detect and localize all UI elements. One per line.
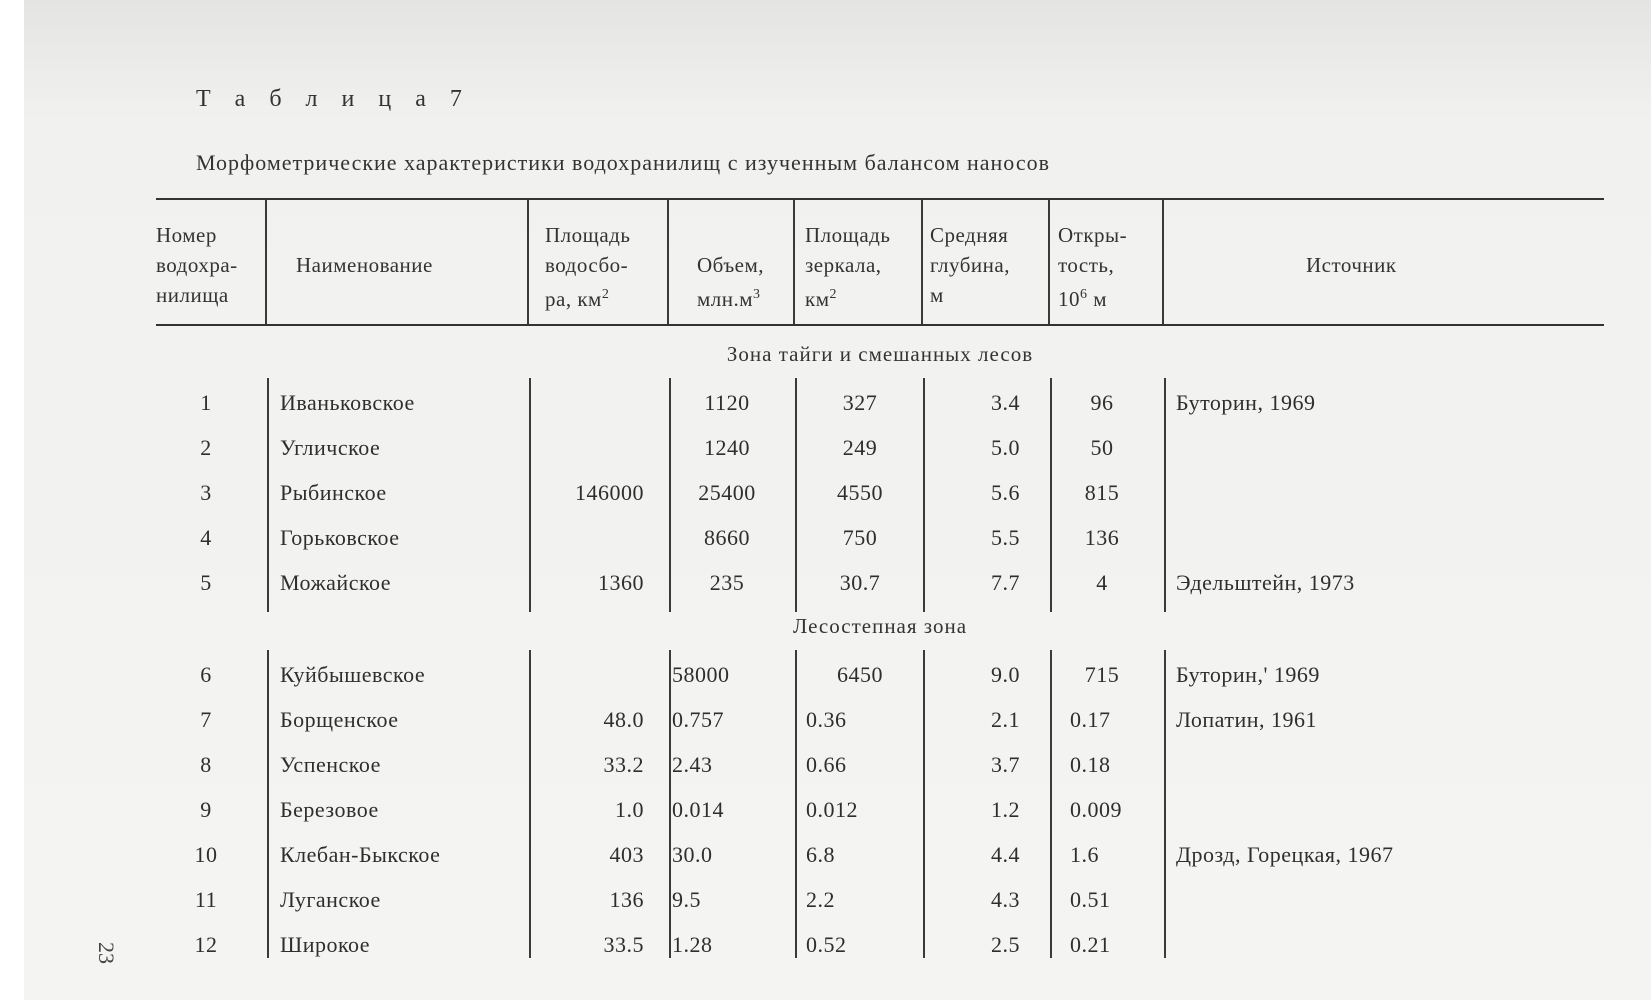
reservoir-number-cell: 6: [200, 662, 212, 687]
reservoir-volume-cell: 235: [709, 570, 745, 595]
mean-depth-cell: 5.6: [991, 480, 1020, 505]
reservoir-number-cell: 2: [200, 435, 212, 460]
openness-cell: 0.17: [1070, 707, 1111, 732]
mirror-area-cell: 249: [842, 435, 878, 460]
source-cell: Буторин, 1969: [1176, 390, 1316, 415]
reservoir-number-cell: 10: [194, 842, 218, 867]
table-row: [0, 697, 1651, 742]
header-divider: [921, 200, 923, 324]
mirror-area-cell: 2.2: [806, 887, 835, 912]
basin-area-cell: 48.0: [603, 707, 644, 732]
reservoir-name-cell: Борщенское: [280, 707, 399, 732]
page-number: 23: [94, 942, 119, 964]
basin-area-cell: 136: [609, 887, 644, 912]
table-row: [0, 380, 1651, 425]
basin-area-cell: 1360: [598, 570, 644, 595]
source-cell: Эдельштейн, 1973: [1176, 570, 1355, 595]
openness-cell: 1.6: [1070, 842, 1099, 867]
header-volume: Объем, $млн.м^3$: [697, 253, 765, 311]
basin-area-cell: 33.5: [603, 932, 644, 957]
header-openness: Откры- тость, $10^6$ м: [1058, 223, 1128, 311]
openness-cell: 815: [1084, 480, 1120, 505]
reservoir-number-cell: 12: [194, 932, 218, 957]
source-cell: [1176, 515, 1596, 560]
header-divider: [1162, 200, 1164, 324]
zone-heading: Лесостепная зона: [792, 614, 968, 638]
openness-cell: 96: [1090, 390, 1114, 415]
reservoir-volume-cell: 9.5: [672, 887, 701, 912]
reservoir-volume-cell: 8660: [704, 525, 750, 550]
mean-depth-cell: 3.7: [991, 752, 1020, 777]
source-cell: [1176, 470, 1596, 515]
source-cell: [1176, 425, 1596, 470]
mirror-area-cell: 0.36: [806, 707, 847, 732]
source-cell: Лопатин, 1961: [1176, 707, 1318, 732]
reservoir-volume-cell: 30.0: [672, 842, 713, 867]
header-divider: [793, 200, 795, 324]
reservoir-name-cell: Клебан-Быкское: [280, 842, 441, 867]
openness-cell: 50: [1090, 435, 1114, 460]
mean-depth-cell: 3.4: [991, 390, 1020, 415]
table-row: [0, 560, 1651, 605]
reservoir-name-cell: Иваньковское: [280, 390, 415, 415]
mirror-area-cell: 0.012: [806, 797, 858, 822]
reservoir-name-cell: Угличское: [280, 435, 381, 460]
reservoir-volume-cell: 1240: [704, 435, 750, 460]
reservoir-volume-cell: 0.757: [672, 707, 724, 732]
reservoir-name-cell: Березовое: [280, 797, 379, 822]
table-row: [0, 425, 1651, 470]
reservoir-volume-cell: 0.014: [672, 797, 724, 822]
reservoir-volume-cell: 1120: [704, 390, 750, 415]
basin-area-cell: 33.2: [603, 752, 644, 777]
mirror-area-cell: 0.52: [806, 932, 847, 957]
openness-cell: 136: [1084, 525, 1120, 550]
table-row: [0, 515, 1651, 560]
reservoir-number-cell: 11: [194, 887, 218, 912]
openness-cell: 0.009: [1070, 797, 1122, 822]
basin-area-cell: [536, 652, 644, 697]
zone-heading: Зона тайги и смешанных лесов: [726, 342, 1034, 366]
table-row: [0, 742, 1651, 787]
reservoir-volume-cell: 25400: [698, 480, 756, 505]
mean-depth-cell: 2.1: [991, 707, 1020, 732]
table-row: [0, 832, 1651, 877]
header-mirror-area: Площадь зеркала, $км^2$: [805, 223, 891, 311]
header-name: Наименование: [296, 253, 433, 277]
basin-area-cell: 146000: [575, 480, 644, 505]
mean-depth-cell: 1.2: [991, 797, 1020, 822]
basin-area-cell: [536, 380, 644, 425]
mean-depth-cell: 7.7: [991, 570, 1020, 595]
mirror-area-cell: 30.7: [839, 570, 881, 595]
mean-depth-cell: 4.4: [991, 842, 1020, 867]
header-divider: [667, 200, 669, 324]
table-row: [0, 470, 1651, 515]
openness-cell: 4: [1096, 570, 1108, 595]
basin-area-cell: 403: [609, 842, 644, 867]
reservoir-number-cell: 4: [200, 525, 212, 550]
mean-depth-cell: 4.3: [991, 887, 1020, 912]
reservoir-name-cell: Луганское: [280, 887, 381, 912]
reservoir-name-cell: Успенское: [280, 752, 381, 777]
table-row: [0, 787, 1651, 832]
reservoir-number-cell: 1: [200, 390, 212, 415]
mean-depth-cell: 2.5: [991, 932, 1020, 957]
reservoir-volume-cell: 58000: [672, 662, 730, 687]
source-cell: Дрозд, Горецкая, 1967: [1176, 842, 1394, 867]
mirror-area-cell: 327: [842, 390, 878, 415]
source-cell: [1176, 877, 1596, 922]
reservoir-name-cell: Горьковское: [280, 525, 400, 550]
header-mean-depth: Средняя глубина, м: [930, 223, 1010, 307]
reservoir-number-cell: 3: [200, 480, 212, 505]
reservoir-name-cell: Куйбышевское: [280, 662, 426, 687]
table-row: [0, 922, 1651, 967]
mean-depth-cell: 5.5: [991, 525, 1020, 550]
reservoir-volume-cell: 2.43: [672, 752, 713, 777]
table-top-rule: [156, 198, 1604, 200]
table-row: [0, 877, 1651, 922]
reservoir-number-cell: 5: [200, 570, 212, 595]
basin-area-cell: [536, 515, 644, 560]
source-cell: [1176, 922, 1596, 967]
reservoir-number-cell: 9: [200, 797, 212, 822]
table-row: [0, 652, 1651, 697]
reservoir-volume-cell: 1.28: [672, 932, 713, 957]
basin-area-cell: 1.0: [615, 797, 644, 822]
source-cell: Буторин,' 1969: [1176, 662, 1320, 687]
mirror-area-cell: 4550: [837, 480, 883, 505]
source-cell: [1176, 742, 1596, 787]
header-divider: [1048, 200, 1050, 324]
table-label: Т а б л и ц а 7: [196, 86, 471, 112]
reservoir-name-cell: Широкое: [280, 932, 371, 957]
table-title: Морфометрические характеристики водохранилищ с изученным балансом наносов: [196, 150, 1051, 175]
header-basin-area: Площадь водосбо- ра, $км^2$: [545, 223, 631, 311]
reservoir-number-cell: 8: [200, 752, 212, 777]
openness-cell: 0.18: [1070, 752, 1111, 777]
header-bottom-rule: [156, 324, 1604, 326]
header-divider: [527, 200, 529, 324]
openness-cell: 0.51: [1070, 887, 1111, 912]
mirror-area-cell: 6.8: [806, 842, 835, 867]
reservoir-name-cell: Рыбинское: [280, 480, 387, 505]
mirror-area-cell: 750: [842, 525, 878, 550]
reservoir-number-cell: 7: [200, 707, 212, 732]
header-number: Номер водохра- нилища: [156, 223, 238, 307]
openness-cell: 715: [1084, 662, 1120, 687]
mean-depth-cell: 9.0: [991, 662, 1020, 687]
source-cell: [1176, 787, 1596, 832]
mean-depth-cell: 5.0: [991, 435, 1020, 460]
mirror-area-cell: 0.66: [806, 752, 847, 777]
mirror-area-cell: 6450: [837, 662, 883, 687]
header-source: Источник: [1306, 253, 1397, 277]
openness-cell: 0.21: [1070, 932, 1111, 957]
basin-area-cell: [536, 425, 644, 470]
reservoir-name-cell: Можайское: [280, 570, 392, 595]
